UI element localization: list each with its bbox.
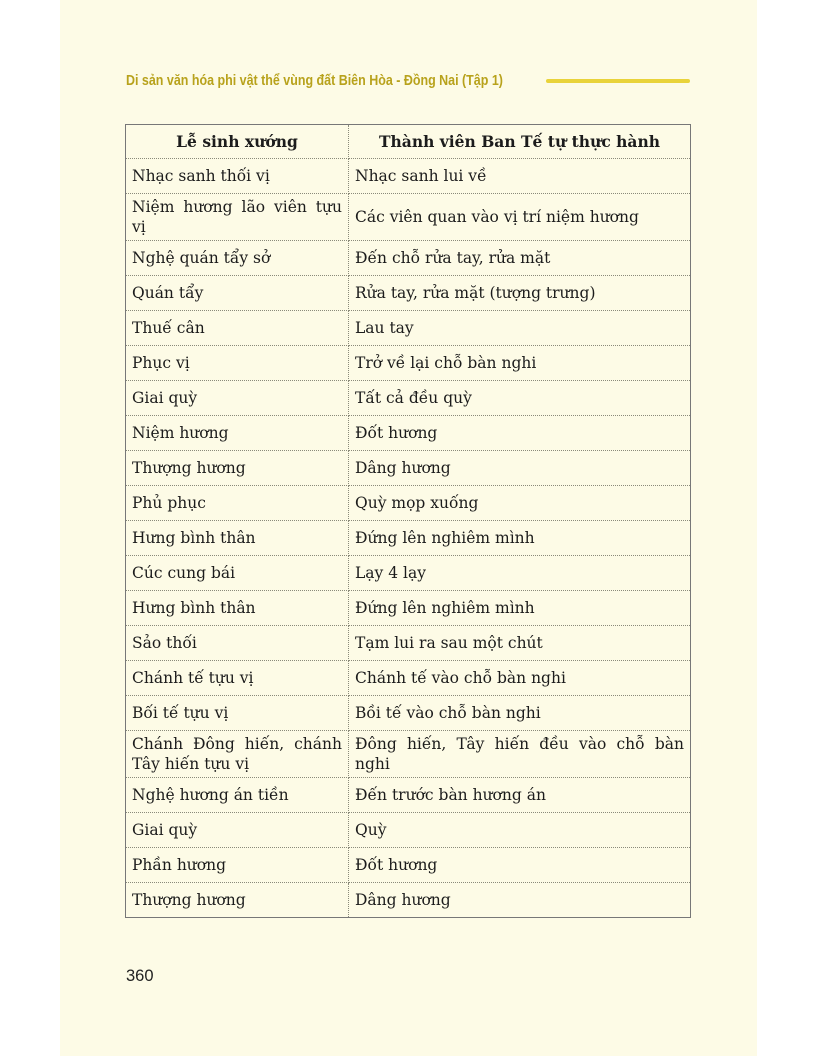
cell-chant: Nghệ hương án tiền <box>126 778 349 813</box>
table-row <box>126 883 691 918</box>
cell-practice: Dâng hương <box>349 883 691 918</box>
table-row <box>126 626 691 661</box>
table-row <box>126 556 691 591</box>
cell-practice: Đến chỗ rửa tay, rửa mặt <box>349 241 691 276</box>
table-row <box>126 661 691 696</box>
cell-practice: Đứng lên nghiêm mình <box>349 591 691 626</box>
cell-practice: Quỳ mọp xuống <box>349 486 691 521</box>
cell-chant: Cúc cung bái <box>126 556 349 591</box>
cell-chant: Chánh Đông hiến, chánh Tây hiến tựu vị <box>126 731 349 778</box>
cell-practice: Tạm lui ra sau một chút <box>349 626 691 661</box>
table-row <box>126 381 691 416</box>
table-row <box>126 486 691 521</box>
table-row <box>126 696 691 731</box>
cell-practice: Đến trước bàn hương án <box>349 778 691 813</box>
cell-chant: Quán tẩy <box>126 276 349 311</box>
table-row <box>126 731 691 778</box>
cell-practice: Bồi tế vào chỗ bàn nghi <box>349 696 691 731</box>
cell-chant: Giai quỳ <box>126 381 349 416</box>
cell-chant: Phục vị <box>126 346 349 381</box>
cell-chant: Giai quỳ <box>126 813 349 848</box>
cell-chant: Thượng hương <box>126 451 349 486</box>
cell-practice: Lau tay <box>349 311 691 346</box>
cell-chant: Hưng bình thân <box>126 591 349 626</box>
cell-chant: Bối tế tựu vị <box>126 696 349 731</box>
column-header-practice: Thành viên Ban Tế tự thực hành <box>349 125 691 159</box>
cell-practice: Đông hiến, Tây hiến đều vào chỗ bàn nghi <box>349 731 691 778</box>
column-header-chant: Lễ sinh xướng <box>126 125 349 159</box>
table-row <box>126 311 691 346</box>
cell-practice: Rửa tay, rửa mặt (tượng trưng) <box>349 276 691 311</box>
table-row <box>126 276 691 311</box>
cell-chant: Chánh tế tựu vị <box>126 661 349 696</box>
header-rule <box>546 79 690 83</box>
table-header-row <box>126 125 691 159</box>
ritual-table <box>125 124 691 918</box>
cell-practice: Tất cả đều quỳ <box>349 381 691 416</box>
cell-chant: Niệm hương lão viên tựu vị <box>126 194 349 241</box>
cell-practice: Đốt hương <box>349 848 691 883</box>
table-row <box>126 416 691 451</box>
cell-chant: Nghệ quán tẩy sở <box>126 241 349 276</box>
cell-chant: Niệm hương <box>126 416 349 451</box>
table-row <box>126 451 691 486</box>
table-row <box>126 159 691 194</box>
cell-practice: Nhạc sanh lui về <box>349 159 691 194</box>
table-row <box>126 813 691 848</box>
page-number: 360 <box>126 967 154 985</box>
cell-chant: Thượng hương <box>126 883 349 918</box>
table-row <box>126 194 691 241</box>
cell-chant: Phần hương <box>126 848 349 883</box>
cell-practice: Đứng lên nghiêm mình <box>349 521 691 556</box>
table-row <box>126 778 691 813</box>
table-row <box>126 848 691 883</box>
cell-practice: Đốt hương <box>349 416 691 451</box>
cell-practice: Trở về lại chỗ bàn nghi <box>349 346 691 381</box>
cell-chant: Hưng bình thân <box>126 521 349 556</box>
running-header <box>126 70 690 92</box>
cell-chant: Thuế cân <box>126 311 349 346</box>
cell-practice: Lạy 4 lạy <box>349 556 691 591</box>
cell-chant: Sảo thối <box>126 626 349 661</box>
table-row <box>126 346 691 381</box>
cell-practice: Các viên quan vào vị trí niệm hương <box>349 194 691 241</box>
cell-practice: Chánh tế vào chỗ bàn nghi <box>349 661 691 696</box>
cell-chant: Nhạc sanh thối vị <box>126 159 349 194</box>
table-row <box>126 521 691 556</box>
table-row <box>126 241 691 276</box>
table-row <box>126 591 691 626</box>
cell-practice: Dâng hương <box>349 451 691 486</box>
cell-chant: Phủ phục <box>126 486 349 521</box>
cell-practice: Quỳ <box>349 813 691 848</box>
running-title: Di sản văn hóa phi vật thể vùng đất Biên Hòa - Đồng Nai (Tập 1) <box>126 73 503 89</box>
